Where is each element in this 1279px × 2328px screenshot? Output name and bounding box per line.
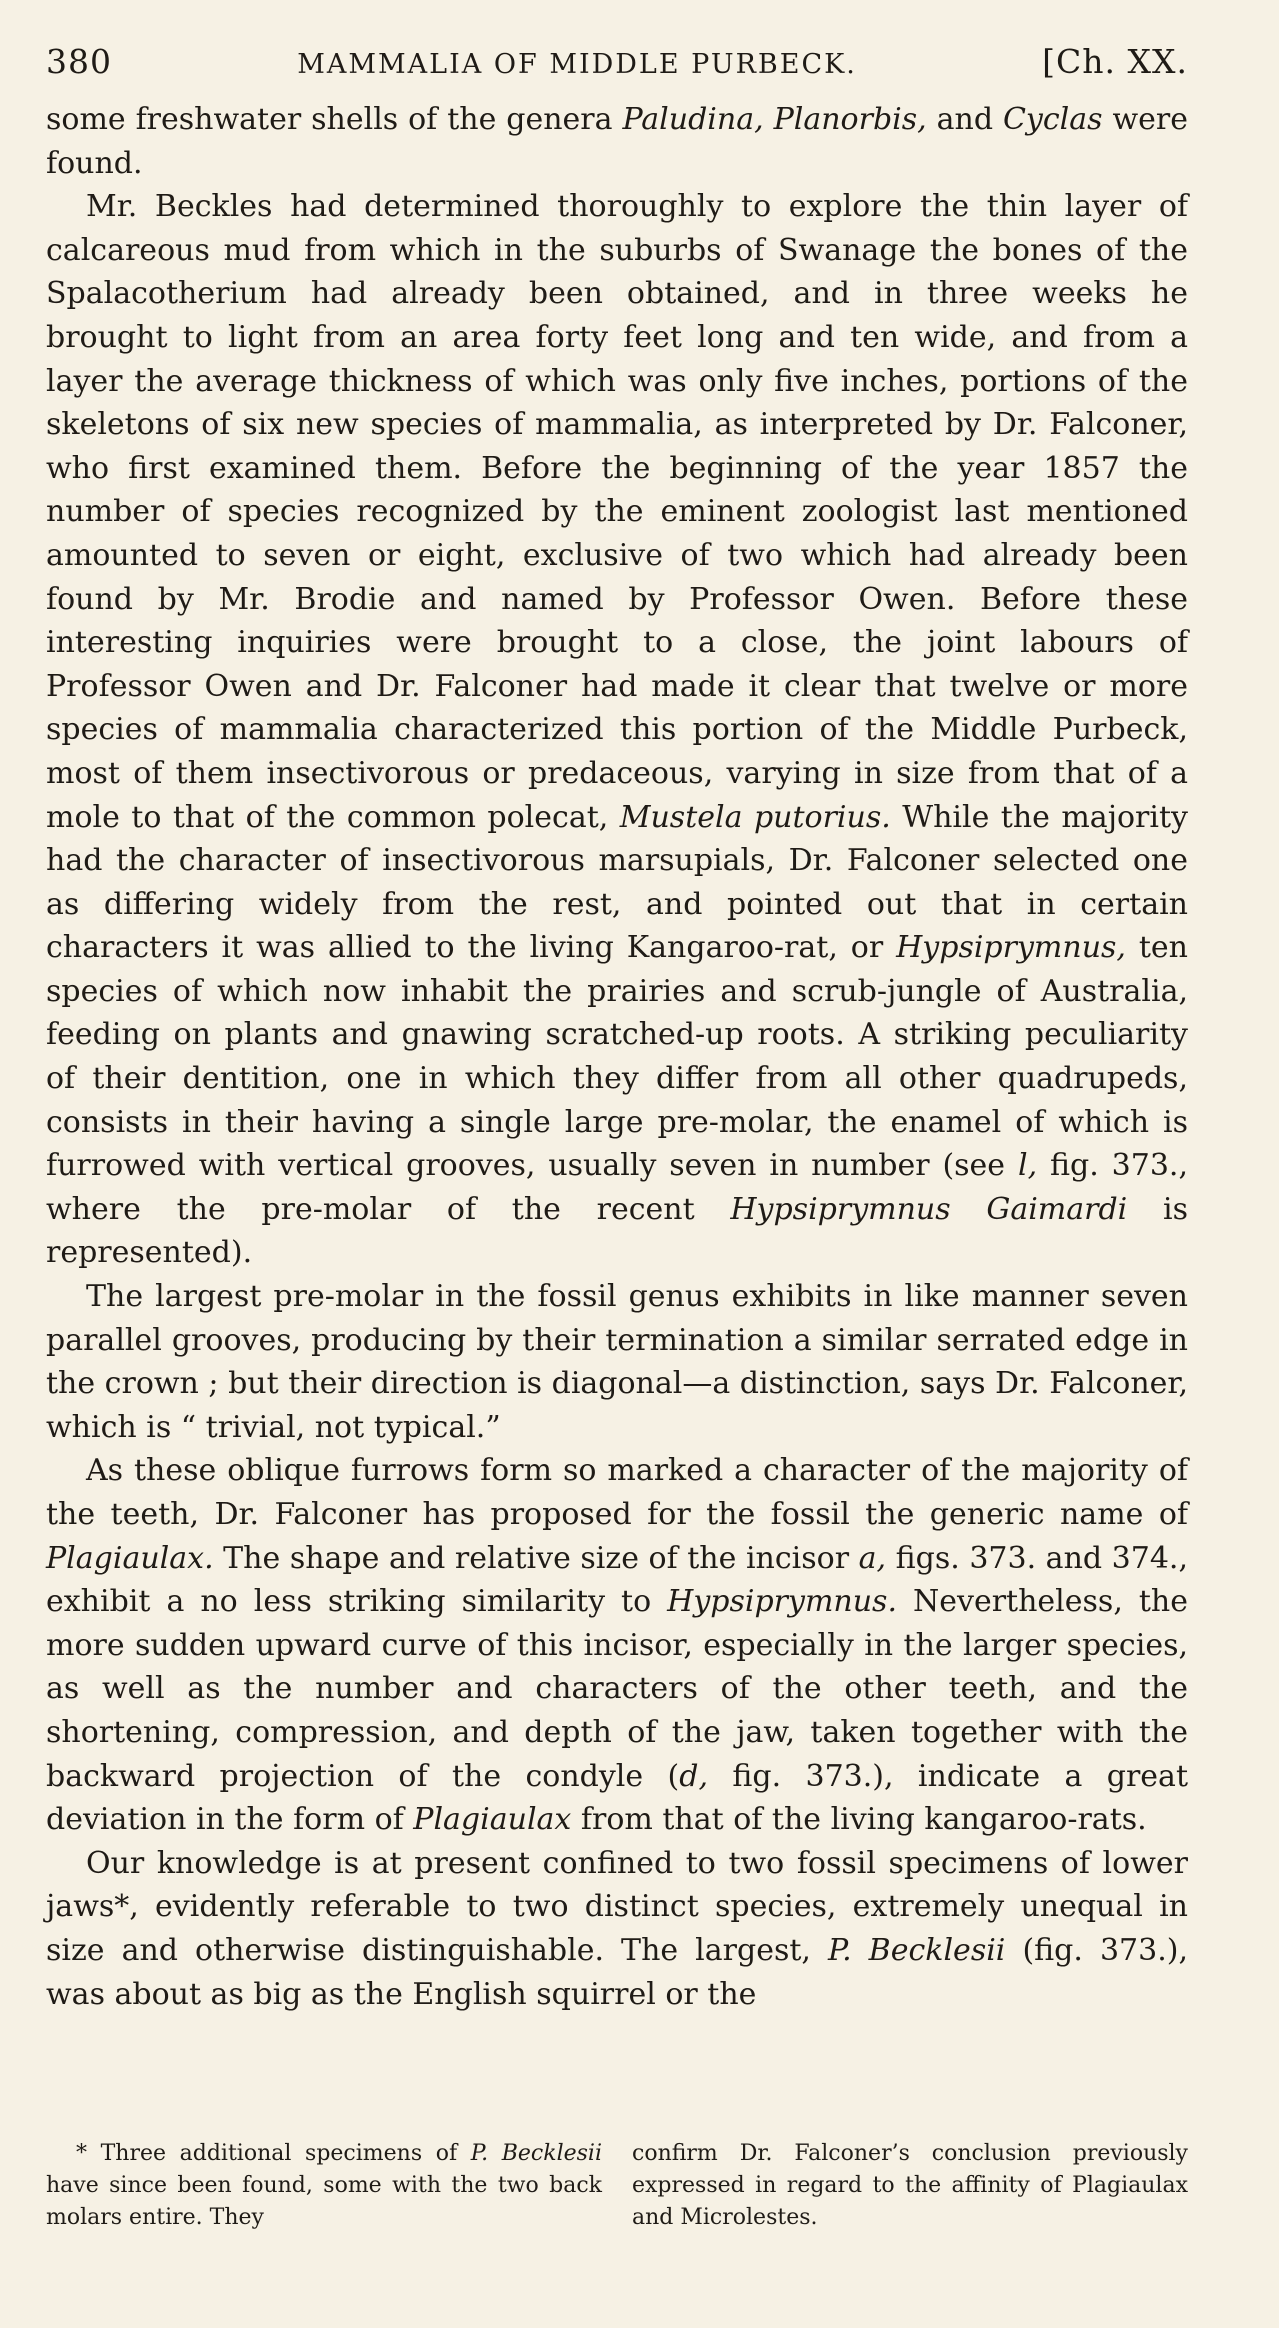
text-run: were found. bbox=[46, 102, 1188, 181]
body-text bbox=[46, 98, 1188, 2016]
running-title: MAMMALIA OF MIDDLE PURBECK. bbox=[297, 49, 857, 80]
text-run: have since been found, some with the two back molars entire. They bbox=[46, 2173, 602, 2230]
text-run: The shape and relative size of the incisor bbox=[213, 1540, 859, 1576]
italic-text: Plagiaulax bbox=[413, 1802, 572, 1838]
text-run: While the majority had the character of insectivorous marsupials, Dr. Falconer selected one as differing widely from the rest, and pointed out that in certain characters it was allied to the living Kangaroo-rat, or bbox=[46, 799, 1188, 966]
italic-text: d, bbox=[679, 1758, 708, 1794]
text-run: As these oblique furrows form so marked a character of the majority of the teeth, Dr. Falconer has proposed for the fossil the generic name of bbox=[46, 1453, 1188, 1532]
italic-text: Cyclas bbox=[1002, 102, 1103, 137]
text-run: and bbox=[926, 102, 1003, 137]
italic-text: P. Becklesii bbox=[828, 1932, 1006, 1968]
italic-text: Plagiaulax. bbox=[46, 1540, 214, 1576]
text-run: Mr. Beckles had determined thoroughly to explore the thin layer of calcareous mud from which in the suburbs of Swanage the bones of the Spalacotherium had already been obtained, and in three weeks he brought to light from an area forty feet long and ten wide, and from a layer the average thickness of which was only five inches, portions of the skeletons of six new species of mammalia, as interpreted by Dr. Falconer, who first examined them. Before the beginning of the year 1857 the number of species recognized by the eminent zoologist last mentioned amounted to seven or eight, exclusive of two which had already been found by Mr. Brodie and named by Professor Owen. Before these interesting inquiries were brought to a close, the joint labours of Professor Owen and Dr. Falconer had made it clear that twelve or more species of mammalia characterized this portion of the Middle Purbeck, most of them insectivorous or predaceous, varying in size from that of a mole to that of the common polecat, bbox=[46, 189, 1188, 835]
footnote-text-2 bbox=[632, 2138, 1188, 2234]
text-run: fig. 373.), indicate a great deviation in the form of bbox=[46, 1758, 1189, 1838]
text-run: The largest pre-molar in the fossil genus exhibits in like manner seven parallel grooves, producing by their termination a similar serrated edge in the crown ; but their direction is diagonal—a distinction, says Dr. Falconer, which is “ trivial, not typical.” bbox=[46, 1279, 1188, 1445]
text-run: figs. 373. and 374., exhibit a no less striking similarity to bbox=[46, 1540, 1188, 1620]
text-run: Our knowledge is at present confined to two fossil specimens of lower jaws*, evidently referable to two distinct species, extremely unequal in size and otherwise distinguishable. The largest, bbox=[46, 1845, 1188, 1968]
footnote-text-1 bbox=[46, 2138, 602, 2234]
paragraph-1 bbox=[46, 98, 1188, 185]
paragraph-5 bbox=[46, 1842, 1188, 2016]
text-run: confirm Dr. Falconer’s conclusion previously expressed in regard to the affinity of Plagiaulax and Microlestes. bbox=[632, 2141, 1188, 2230]
italic-text: Hypsiprymnus, bbox=[896, 930, 1126, 966]
text-run bbox=[764, 102, 774, 137]
text-run: some freshwater shells of the genera bbox=[46, 102, 623, 137]
chapter-label: [Ch. XX. bbox=[1042, 42, 1188, 81]
italic-text: Paludina, bbox=[622, 102, 764, 137]
footnote bbox=[46, 2138, 1188, 2234]
italic-text: l, bbox=[1017, 1148, 1038, 1184]
text-run: ten species of which now inhabit the prairies and scrub-jungle of Australia, feeding on plants and gnawing scratched-up roots. A striking peculiarity of their dentition, one in which they differ from all other quadrupeds, consists in their having a single large pre-molar, the enamel of which is furrowed with vertical grooves, usually seven in number (see bbox=[46, 930, 1189, 1184]
paragraph-3 bbox=[46, 1275, 1188, 1449]
text-run: from that of the living kangaroo-rats. bbox=[571, 1802, 1147, 1838]
footnote-column-2 bbox=[632, 2138, 1188, 2234]
text-run: Nevertheless, the more sudden upward curve of this incisor, especially in the larger species, as well as the number and characters of the other teeth, and the shortening, compression, and depth of the jaw, taken together with the backward projection of the condyle ( bbox=[46, 1584, 1189, 1794]
text-run: (fig. 373.), was about as big as the English squirrel or the bbox=[46, 1932, 1188, 2012]
italic-text: a, bbox=[858, 1540, 887, 1576]
footnote-column-1 bbox=[46, 2138, 602, 2234]
italic-text: P. Becklesii bbox=[470, 2141, 603, 2166]
text-run: fig. 373., where the pre-molar of the recent bbox=[46, 1148, 1188, 1227]
page-number: 380 bbox=[46, 42, 112, 81]
italic-text: Planorbis, bbox=[773, 102, 927, 137]
running-header bbox=[46, 42, 1188, 81]
paragraph-4 bbox=[46, 1449, 1188, 1841]
text-run: * Three additional specimens of bbox=[76, 2141, 471, 2166]
italic-text: Mustela putorius. bbox=[619, 799, 891, 835]
italic-text: Hypsiprymnus. bbox=[667, 1584, 897, 1620]
italic-text: Hypsiprymnus Gaimardi bbox=[730, 1191, 1128, 1227]
paragraph-2 bbox=[46, 185, 1188, 1275]
text-run: is represented). bbox=[46, 1191, 1188, 1271]
